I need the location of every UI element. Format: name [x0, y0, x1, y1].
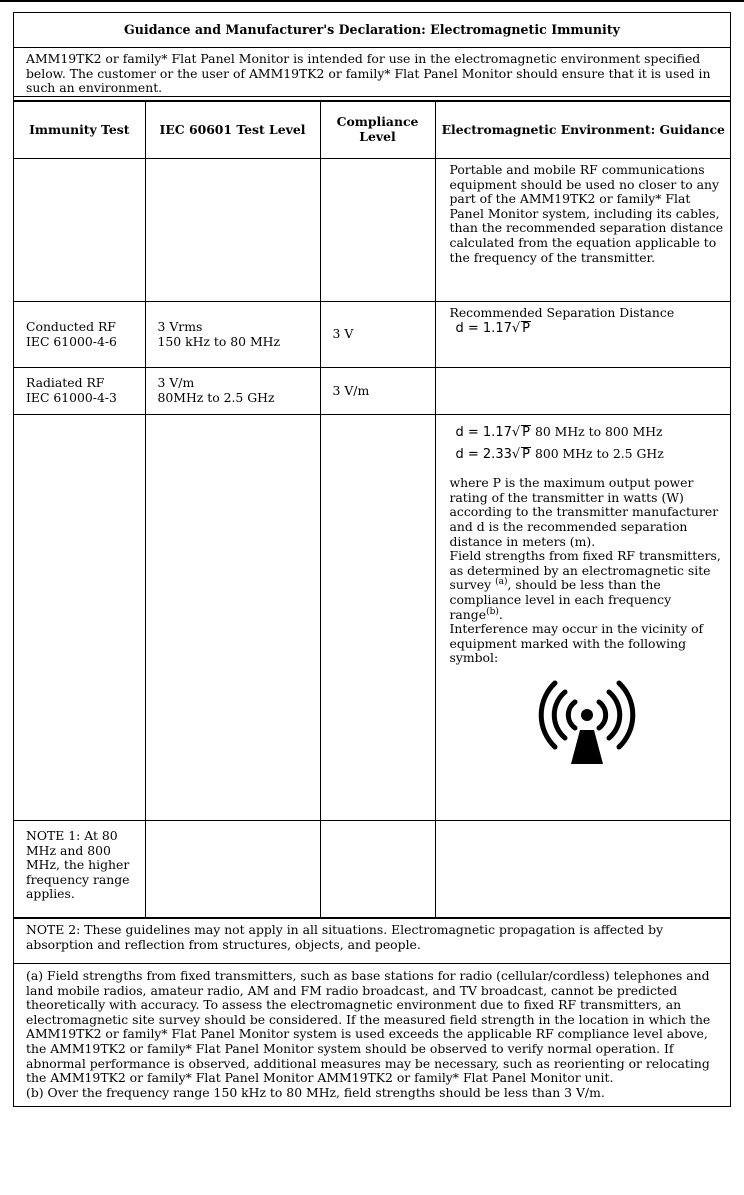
immunity-table: [14, 101, 731, 918]
footnote-b: (b) Over the frequency range 150 kHz to 80 MHz, field strengths should be less than 3 V/m.: [26, 1084, 605, 1100]
interference-text: Interference may occur in the vicinity of equipment marked with the following symbol:: [449, 621, 704, 666]
radiated-compliance: 3 V/m: [320, 368, 435, 415]
conducted-compliance: 3 V: [320, 302, 435, 368]
header-guidance: Electromagnetic Environment: Guidance: [435, 102, 731, 159]
formula-guidance: [435, 415, 731, 821]
footnote-a: (a) Field strengths from fixed transmitters, such as base stations for radio (cellular/cordless) telephones and land mobile radios, amateur radio, AM and FM radio broadcast, and TV broadcast, cannot be predicted theoretically with accuracy. To assess the electromagnetic environment due to fixed RF transmitters, an electromagnetic site survey should be considered. If the measured field strength in the location in which the AMM19TK2 or family* Flat Panel Monitor system is used exceeds the applicable RF compliance level above, the AMM19TK2 or family* Flat Panel Monitor system should be observed to verify normal operation. If abnormal performance is observed, additional measures may be necessary, such as reorienting or relocating the AMM19TK2 or family* Flat Panel Monitor AMM19TK2 or family* Flat Panel Monitor unit.: [26, 968, 711, 1086]
table-row: [14, 159, 731, 302]
formula-line: d = 2.33√ P 800 MHz to 2.5 GHz: [455, 445, 664, 462]
note-1: NOTE 1: At 80 MHz and 800 MHz, the higher frequency range applies.: [14, 821, 145, 918]
page-title: Guidance and Manufacturer's Declaration: Electromagnetic Immunity: [14, 13, 730, 48]
header-compliance-level: Compliance Level: [320, 102, 435, 159]
top-rule: [0, 0, 744, 2]
header-immunity-test: Immunity Test: [14, 102, 145, 159]
where-text: where P is the maximum output power rating of the transmitter in watts (W) according to the transmitter manufacturer and d is the recommended separation distance in meters (m).: [449, 475, 719, 549]
header-row: [14, 102, 731, 159]
footnotes: [14, 963, 730, 1106]
formula-line: d = 1.17√ P 80 MHz to 800 MHz: [455, 424, 663, 440]
table-row: [14, 302, 731, 368]
header-test-level: IEC 60601 Test Level: [145, 102, 320, 159]
intro-paragraph: AMM19TK2 or family* Flat Panel Monitor is intended for use in the electromagnetic environment specified below. The customer or the user of AMM19TK2 or family* Flat Panel Monitor should ensure that it is used in such an environment.: [14, 48, 730, 97]
portable-guidance: Portable and mobile RF communications equipment should be used no closer to any part of the AMM19TK2 or family* Flat Panel Monitor system, including its cables, than the recommended separation distance calculated from the equation applicable to the frequency of the transmitter.: [435, 159, 731, 302]
conducted-guidance: Recommended Separation Distance d = 1.17√ P: [435, 302, 731, 368]
table-row: [14, 415, 731, 821]
table-row: [14, 368, 731, 415]
conducted-test: Conducted RF IEC 61000-4-6: [14, 302, 145, 368]
declaration-table: [13, 12, 731, 1107]
note-2: NOTE 2: These guidelines may not apply in all situations. Electromagnetic propagation is affected by absorption and reflection from structures, objects, and people.: [14, 918, 730, 963]
field-strength-text: Field strengths from fixed RF transmitters, as determined by an electromagnetic site survey $^{(a)}$, should be less than the compliance level in each frequency range$^{(b)}$.: [449, 548, 721, 622]
conducted-level: 3 Vrms 150 kHz to 80 MHz: [145, 302, 320, 368]
non-ionizing-radiation-icon: [537, 680, 637, 766]
radiated-level: 3 V/m 80MHz to 2.5 GHz: [145, 368, 320, 415]
radiated-test: Radiated RF IEC 61000-4-3: [14, 368, 145, 415]
table-row: [14, 821, 731, 918]
